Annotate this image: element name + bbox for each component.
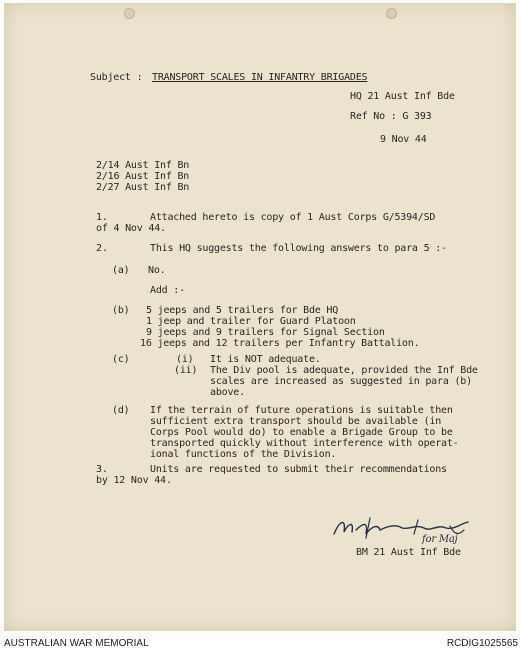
item-d-line: sufficient extra transport should be available (in	[150, 416, 442, 427]
para1-number: 1.	[96, 212, 108, 223]
item-c-label: (c)	[112, 354, 130, 365]
header-ref: Ref No : G 393	[350, 111, 432, 122]
para3-number: 3.	[96, 464, 108, 475]
item-a-label: (a)	[112, 265, 130, 276]
item-c-i-label: (i)	[176, 354, 194, 365]
para2-number: 2.	[96, 243, 108, 254]
subject-label: Subject :	[90, 72, 143, 83]
para1-line: Attached hereto is copy of 1 Aust Corps G/5394/SD	[150, 212, 436, 223]
item-d-line: Corps Pool would do) to enable a Brigade Group to be	[150, 427, 453, 438]
footer-right: RCDIG1025565	[446, 638, 518, 649]
footer-left: AUSTRALIAN WAR MEMORIAL	[4, 638, 149, 649]
item-a-add: Add :-	[150, 285, 185, 296]
addressee: 2/27 Aust Inf Bn	[96, 182, 190, 193]
subject-title: TRANSPORT SCALES IN INFANTRY BRIGADES	[152, 72, 368, 83]
item-c-ii-label: (ii)	[174, 365, 198, 376]
para3-line: by 12 Nov 44.	[96, 475, 172, 486]
para3-line: Units are requested to submit their recommendations	[150, 464, 447, 475]
item-c-i-text: It is NOT adequate.	[210, 354, 321, 365]
item-d-label: (d)	[112, 405, 130, 416]
signature-for: for Maj	[422, 534, 458, 545]
item-c-ii-line: scales are increased as suggested in para (b)	[210, 376, 472, 387]
header-unit: HQ 21 Aust Inf Bde	[350, 91, 455, 102]
punch-hole	[386, 8, 397, 19]
para2-text: This HQ suggests the following answers to para 5 :-	[150, 243, 447, 254]
item-b-label: (b)	[112, 305, 130, 316]
punch-hole	[124, 8, 135, 19]
item-d-line: transported quickly without interference with operat-	[150, 438, 459, 449]
item-b-line: 1 jeep and trailer for Guard Platoon	[146, 316, 356, 327]
signature-block: BM 21 Aust Inf Bde	[356, 547, 461, 558]
item-b-line: 16 jeeps and 12 trailers per Infantry Battalion.	[140, 338, 420, 349]
header-date: 9 Nov 44	[380, 134, 427, 145]
addressee: 2/16 Aust Inf Bn	[96, 171, 190, 182]
addressee: 2/14 Aust Inf Bn	[96, 160, 190, 171]
item-c-ii-line: The Div pool is adequate, provided the Inf Bde	[210, 365, 478, 376]
item-d-line: If the terrain of future operations is suitable then	[150, 405, 453, 416]
item-a-no: No.	[148, 265, 166, 276]
item-b-line: 5 jeeps and 5 trailers for Bde HQ	[146, 305, 339, 316]
para1-line: of 4 Nov 44.	[96, 223, 166, 234]
item-d-line: ional functions of the Division.	[150, 449, 337, 460]
item-c-ii-line: above.	[210, 387, 245, 398]
item-b-line: 9 jeeps and 9 trailers for Signal Section	[146, 327, 385, 338]
